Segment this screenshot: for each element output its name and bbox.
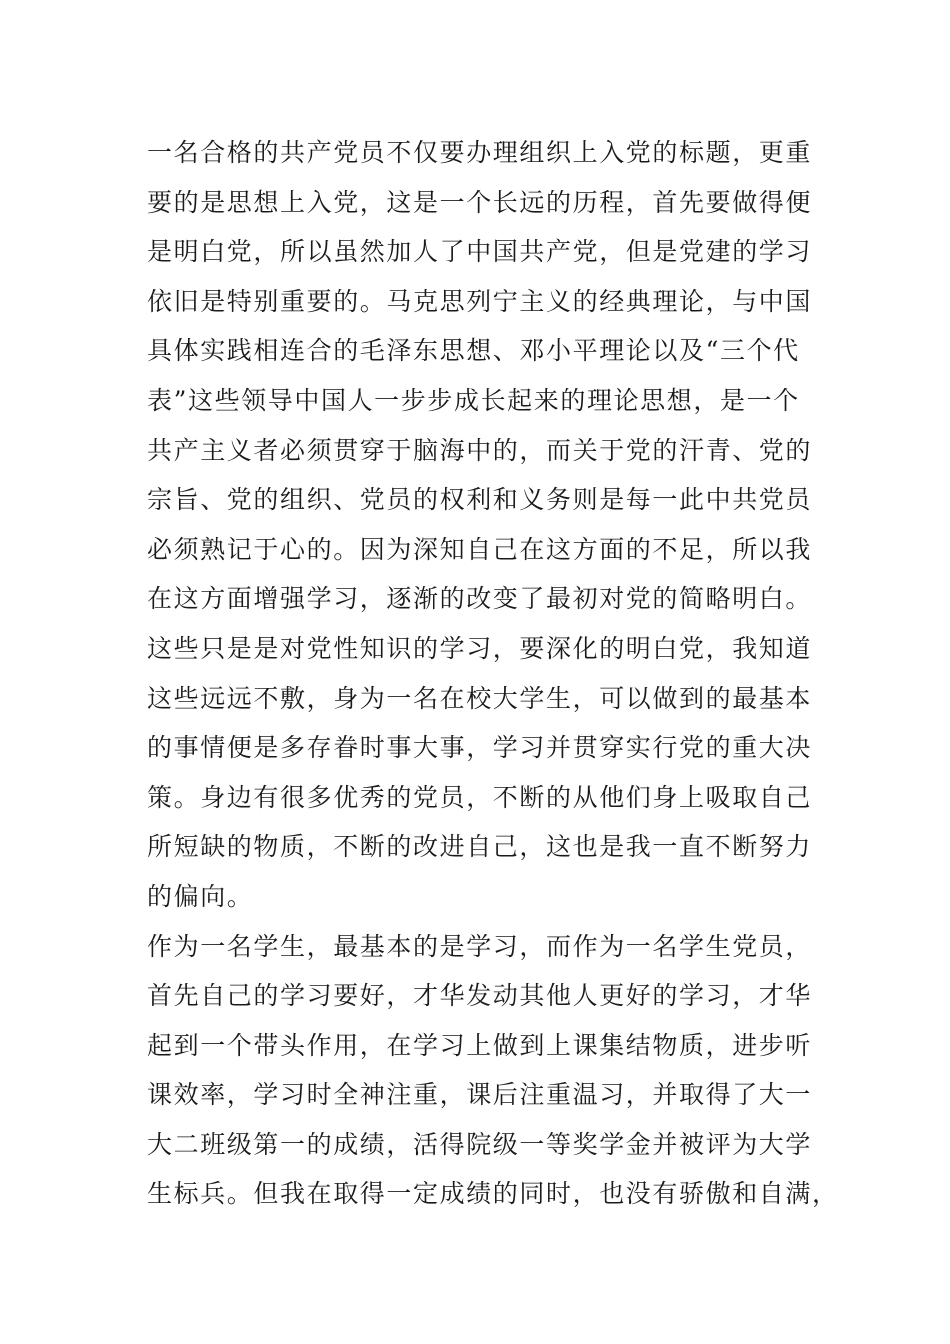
paragraph-line: 表”这些领导中国人一步步成长起来的理论思想，是一个 xyxy=(147,385,800,415)
document-body xyxy=(147,128,839,1219)
paragraph-line: 作为一名学生，最基本的是学习，而作为一名学生党员， xyxy=(147,931,813,961)
paragraph-line: 的偏向。 xyxy=(147,881,254,911)
paragraph-line: 首先自己的学习要好，才华发动其他人更好的学习，才华 xyxy=(147,981,813,1011)
paragraph-line: 生标兵。但我在取得一定成绩的同时，也没有骄傲和自满， xyxy=(147,1179,839,1209)
paragraph-line: 是明白党，所以虽然加人了中国共产党，但是党建的学习 xyxy=(147,237,813,267)
paragraph-line: 依旧是特别重要的。马克思列宁主义的经典理论，与中国 xyxy=(147,286,813,316)
paragraph-line: 具体实践相连合的毛泽东思想、邓小平理论以及“三个代 xyxy=(147,336,800,366)
paragraph-line: 要的是思想上入党，这是一个长远的历程，首先要做得便 xyxy=(147,187,813,217)
paragraph-line: 大二班级第一的成绩，活得院级一等奖学金并被评为大学 xyxy=(147,1129,813,1159)
paragraph-line: 必须熟记于心的。因为深知自己在这方面的不足，所以我 xyxy=(147,534,813,564)
paragraph-1 xyxy=(147,128,817,922)
paragraph-line: 策。身边有很多优秀的党员，不断的从他们身上吸取自己 xyxy=(147,782,813,812)
paragraph-line: 一名合格的共产党员不仅要办理组织上入党的标题，更重 xyxy=(147,138,813,167)
paragraph-line: 起到一个带头作用，在学习上做到上课集结物质，进步听 xyxy=(147,1030,813,1060)
paragraph-line: 所短缺的物质，不断的改进自己，这也是我一直不断努力 xyxy=(147,832,813,862)
paragraph-line: 这些只是是对党性知识的学习，要深化的明白党，我知道 xyxy=(147,633,813,663)
paragraph-2 xyxy=(147,922,839,1220)
paragraph-line: 宗旨、党的组织、党员的权利和义务则是每一此中共党员 xyxy=(147,485,813,515)
paragraph-line: 的事情便是多存眷时事大事，学习并贯穿实行党的重大决 xyxy=(147,733,813,763)
paragraph-line: 这些远远不敷，身为一名在校大学生，可以做到的最基本 xyxy=(147,683,813,713)
paragraph-line: 课效率，学习时全神注重，课后注重温习，并取得了大一 xyxy=(147,1080,813,1110)
paragraph-line: 共产主义者必须贯穿于脑海中的，而关于党的汗青、党的 xyxy=(147,435,813,465)
paragraph-line: 在这方面增强学习，逐渐的改变了最初对党的简略明白。 xyxy=(147,584,813,614)
